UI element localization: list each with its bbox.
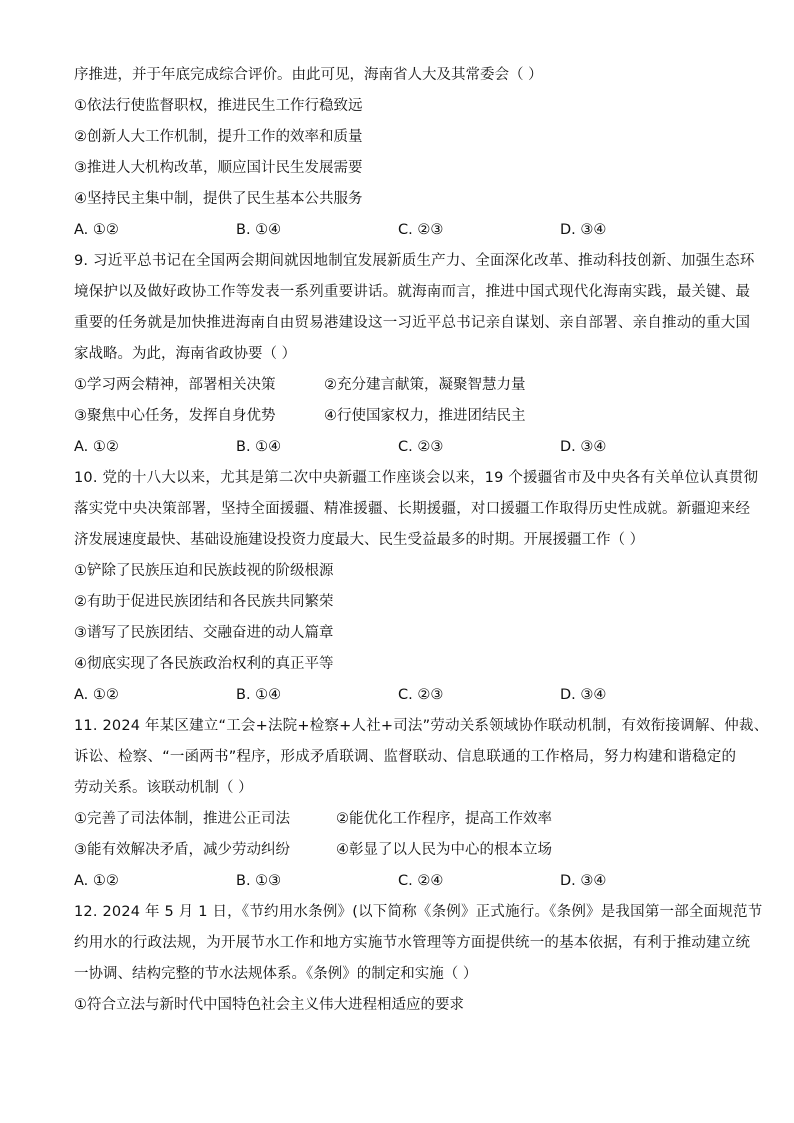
q11-options	[74, 869, 724, 900]
q9-statement-row	[74, 373, 724, 404]
q8-statement-2: ②创新人大工作机制，提升工作的效率和质量	[74, 129, 363, 145]
q11-statement-2: ②能优化工作程序，提高工作效率	[336, 811, 552, 827]
q10-statement-4: ④彻底实现了各民族政治权利的真正平等	[74, 656, 334, 672]
q10-options	[74, 683, 724, 714]
q11-option-b[interactable]: B. ①③	[236, 873, 282, 889]
q11-option-c[interactable]: C. ②④	[398, 873, 444, 889]
q10-statement-2: ②有助于促进民族团结和各民族共同繁荣	[74, 594, 334, 610]
q11-statement-row	[74, 838, 724, 869]
q10-stem-line: 济发展速度最快、基础设施建设投资力度最大、民生受益最多的时期。开展援疆工作（ ）	[74, 532, 645, 548]
q12-stem-line: 一协调、结构完整的节水法规体系。《条例》的制定和实施（ ）	[74, 966, 478, 982]
q9-option-b[interactable]: B. ①④	[236, 439, 282, 455]
q10-statement-1: ①铲除了民族压迫和民族歧视的阶级根源	[74, 563, 334, 579]
q9-statement-row	[74, 404, 724, 435]
q10-statement-3: ③谱写了民族团结、交融奋进的动人篇章	[74, 625, 334, 641]
q11-stem-line: 11. 2024 年某区建立“工会+法院+检察+人社+司法”劳动关系领域协作联动机制，有效衔接调解、仲裁、	[74, 718, 769, 734]
q8-option-d[interactable]: D. ③④	[560, 222, 607, 238]
q9-statement-4: ④行使国家权力，推进团结民主	[324, 408, 526, 424]
q9-statement-2: ②充分建言献策，凝聚智慧力量	[324, 377, 526, 393]
q9-option-c[interactable]: C. ②③	[398, 439, 444, 455]
q12-statement-1: ①符合立法与新时代中国特色社会主义伟大进程相适应的要求	[74, 997, 464, 1013]
q12-stem-line: 约用水的行政法规，为开展节水工作和地方实施节水管理等方面提供统一的基本依据，有利于推动建立统	[74, 935, 751, 951]
q8-options	[74, 218, 724, 249]
q11-stem-line: 诉讼、检察、“一函两书”程序，形成矛盾联调、监督联动、信息联通的工作格局，努力构建和谐稳定的	[74, 749, 737, 765]
q8-statement-4: ④坚持民主集中制，提供了民生基本公共服务	[74, 191, 363, 207]
q11-option-a[interactable]: A. ①②	[74, 873, 119, 889]
q9-stem-line: 家战略。为此，海南省政协要（ ）	[74, 346, 297, 362]
exam-page	[74, 63, 769, 1024]
q8-stem-line: 序推进，并于年底完成综合评价。由此可见，海南省人大及其常委会（ ）	[74, 67, 543, 83]
q10-option-d[interactable]: D. ③④	[560, 687, 607, 703]
q10-option-b[interactable]: B. ①④	[236, 687, 282, 703]
q10-stem-line: 落实党中央决策部署，坚持全面援疆、精准援疆、长期援疆，对口援疆工作取得历史性成就。新疆迎来经	[74, 501, 751, 517]
q9-stem-line: 境保护以及做好政协工作等发表一系列重要讲话。就海南而言，推进中国式现代化海南实践，最关键、最	[74, 284, 751, 300]
q8-statement-1: ①依法行使监督职权，推进民生工作行稳致远	[74, 98, 363, 114]
q11-statement-1: ①完善了司法体制，推进公正司法	[74, 811, 290, 827]
q11-stem-line: 劳动关系。该联动机制（ ）	[74, 780, 253, 796]
q12-stem-line: 12. 2024 年 5 月 1 日，《节约用水条例》(以下简称《条例》正式施行。《条例》是我国第一部全面规范节	[74, 904, 763, 920]
q10-option-c[interactable]: C. ②③	[398, 687, 444, 703]
q9-option-d[interactable]: D. ③④	[560, 439, 607, 455]
question-8	[74, 63, 724, 249]
q9-statement-3: ③聚焦中心任务，发挥自身优势	[74, 408, 276, 424]
q9-stem-line: 9. 习近平总书记在全国两会期间就因地制宜发展新质生产力、全面深化改革、推动科技创新、加强生态环	[74, 253, 755, 269]
q9-option-a[interactable]: A. ①②	[74, 439, 119, 455]
question-11	[74, 714, 769, 900]
q8-option-c[interactable]: C. ②③	[398, 222, 444, 238]
q8-option-a[interactable]: A. ①②	[74, 222, 119, 238]
q9-options	[74, 435, 724, 466]
q11-statement-3: ③能有效解决矛盾，减少劳动纠纷	[74, 842, 290, 858]
question-9	[74, 249, 755, 466]
q8-statement-3: ③推进人大机构改革，顺应国计民生发展需要	[74, 160, 363, 176]
q11-statement-row	[74, 807, 724, 838]
q8-option-b[interactable]: B. ①④	[236, 222, 282, 238]
q11-statement-4: ④彰显了以人民为中心的根本立场	[336, 842, 552, 858]
q9-statement-1: ①学习两会精神，部署相关决策	[74, 377, 276, 393]
q9-stem-line: 重要的任务就是加快推进海南自由贸易港建设这一习近平总书记亲自谋划、亲自部署、亲自推动的重大国	[74, 315, 751, 331]
question-10	[74, 466, 759, 714]
q10-option-a[interactable]: A. ①②	[74, 687, 119, 703]
question-12	[74, 900, 763, 1024]
q10-stem-line: 10. 党的十八大以来，尤其是第二次中央新疆工作座谈会以来，19 个援疆省市及中央各有关单位认真贯彻	[74, 470, 759, 486]
q11-option-d[interactable]: D. ③④	[560, 873, 607, 889]
